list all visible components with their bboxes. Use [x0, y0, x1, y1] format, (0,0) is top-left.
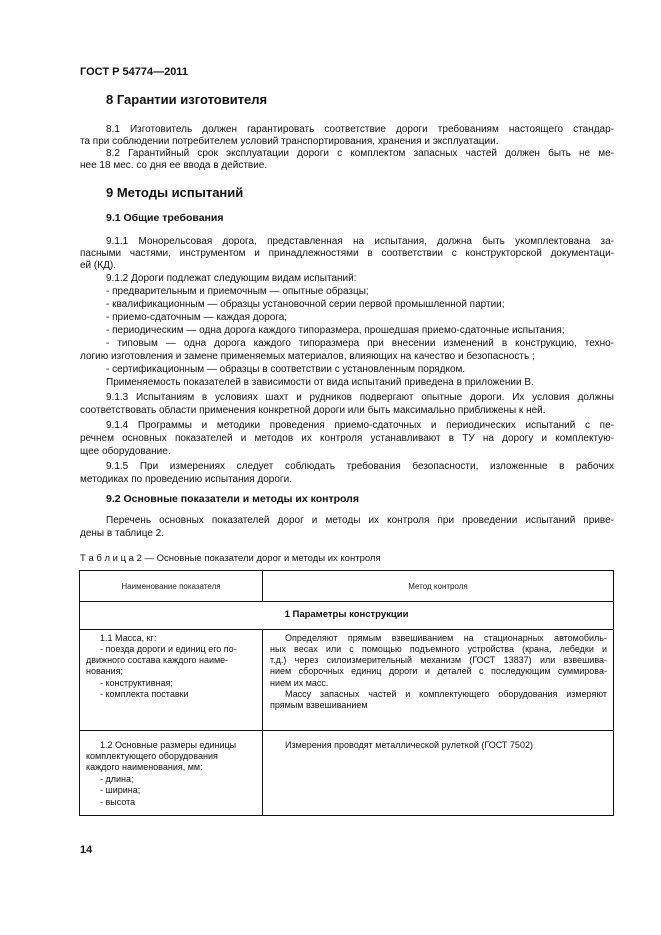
row1-left-line5: - конструктивная;	[100, 678, 173, 688]
row1-left-line3: движного состава каждого наиме-	[86, 655, 229, 665]
row1-left-line6: - комплекта поставки	[100, 689, 189, 699]
table-caption: Т а б л и ц а 2 — Основные показатели дорог и методы их контроля	[80, 553, 381, 564]
list-item-5-line1: - типовым — одна дорога каждого типоразмера при внесении изменений в конструкцию, техно-	[106, 338, 614, 349]
row1-left-line2: - поезда дороги и единиц его по-	[100, 644, 237, 654]
row1-right-line7: прямым взвешиванием	[270, 700, 368, 710]
para-9-1-1-line2: пасными частями, инструментом и принадлежностями в соответствии с конструкторской документаци-	[80, 248, 614, 259]
row2-right: Измерения проводят металлической рулеткой (ГОСТ 7502)	[285, 740, 533, 750]
para-9-1-4-line2: речнем основных показателей и методов их контроля устанавливают в ТУ на дорогу и комплектую-	[80, 433, 614, 444]
row2-left-line4: - длина;	[100, 774, 134, 784]
row2-left-line2: комплектующего оборудования	[86, 751, 218, 761]
list-item-2: - квалификационным — образцы установочной серии первой промышленной партии;	[106, 299, 505, 310]
row1-right-line5: нием их масс.	[270, 678, 329, 688]
list-item-6: - сертификационным — образцы в соответствии с установленным порядком.	[106, 364, 466, 375]
row1-right-line1: Определяют прямым взвешиванием на стационарных автомобиль-	[285, 633, 607, 643]
row-rule	[80, 730, 613, 731]
header-bottom-rule	[80, 601, 613, 602]
row2-left-line3: каждого наименования, мм:	[86, 762, 203, 772]
para-9-2-line1: Перечень основных показателей дорог и методы их контроля при проведении испытаний приве-	[106, 515, 614, 526]
row1-left-line1: 1.1 Масса, кг:	[100, 633, 157, 643]
row1-left-line4: нования;	[86, 666, 124, 676]
para-9-1-1-line1: 9.1.1 Монорельсовая дорога, представленная на испытания, должна быть укомплектована за-	[106, 236, 614, 247]
para-8-2-line2: нее 18 мес. со дня ее ввода в действие.	[80, 160, 268, 171]
row2-left-line1: 1.2 Основные размеры единицы	[100, 740, 237, 750]
para-8-1-line2: та при соблюдении потребителем условий транспортирования, хранения и эксплуатации.	[80, 136, 499, 147]
document-id: ГОСТ Р 54774—2011	[80, 66, 188, 78]
row2-left-line6: - высота	[100, 797, 136, 807]
list-item-3: - приемо-сдаточным — каждая дорога;	[106, 312, 288, 323]
para-9-1-5-line1: 9.1.5 При измерениях следует соблюдать требования безопасности, изложенные в рабочих	[106, 461, 614, 472]
para-9-2-line2: дены в таблице 2.	[80, 528, 164, 539]
table-section-row: 1 Параметры конструкции	[284, 609, 409, 620]
para-8-1-line1: 8.1 Изготовитель должен гарантировать соответствие дороги требованиям настоящего стандар-	[106, 124, 614, 135]
row1-right-line3: т.д.) через силоизмерительный механизм (ГОСТ 13837) или взвешива-	[270, 655, 607, 665]
para-8-2-line1: 8.2 Гарантийный срок эксплуатации дороги с комплектом запасных частей должен быть не ме-	[106, 148, 614, 159]
para-9-1-3-line2: соответствовать области применения конкретной дороги или быть максимально приближены к ней.	[80, 405, 546, 416]
para-9-1-5-line2: методиках по проведению испытания дороги.	[80, 474, 292, 485]
para-9-1-4-line3: щее оборудование.	[80, 446, 171, 457]
row1-right-line2: ных весах или с помощью подъемного устройства (крана, лебедки и	[270, 644, 607, 654]
row1-right-line4: нием сборочных единиц дороги и деталей с последующим суммирова-	[270, 666, 607, 676]
applicability-note: Применяемость показателей в зависимости от вида испытаний приведена в приложении В.	[106, 377, 534, 388]
list-item-4: - периодическим — одна дорога каждого типоразмера, прошедшая приемо-сдаточные испытания;	[106, 325, 565, 336]
para-9-1-4-line1: 9.1.4 Программы и методики проведения приемо-сдаточных и периодических испытаний с пе-	[106, 420, 614, 431]
subsection-9-1-title: 9.1 Общие требования	[106, 212, 224, 224]
row2-left-line5: - ширина;	[100, 785, 141, 795]
section-9-title: 9 Методы испытаний	[106, 185, 244, 200]
list-item-5-line2: логию изготовления и замене применяемых материалов, влияющих на качество и безопасность ;	[80, 351, 535, 362]
page-number: 14	[80, 844, 93, 856]
section-row-rule	[80, 629, 613, 630]
para-9-1-1-line3: ей (КД).	[80, 260, 116, 271]
section-8-title: 8 Гарантии изготовителя	[106, 92, 268, 107]
body-divider	[262, 629, 263, 815]
list-item-1: - предварительным и приемочным — опытные образцы;	[106, 286, 369, 297]
subsection-9-2-title: 9.2 Основные показатели и методы их контроля	[106, 493, 359, 505]
para-9-1-3-line1: 9.1.3 Испытаниям в условиях шахт и рудников подвергают опытные дороги. Их условия должны	[106, 392, 614, 403]
column-header-indicator: Наименование показателя	[121, 582, 221, 591]
row1-right-line6: Массу запасных частей и комплектующего оборудования измеряют	[285, 689, 607, 699]
para-9-1-2: 9.1.2 Дороги подлежат следующим видам испытаний:	[106, 273, 357, 284]
indicators-table	[79, 570, 614, 816]
column-header-method: Метод контроля	[408, 582, 468, 591]
